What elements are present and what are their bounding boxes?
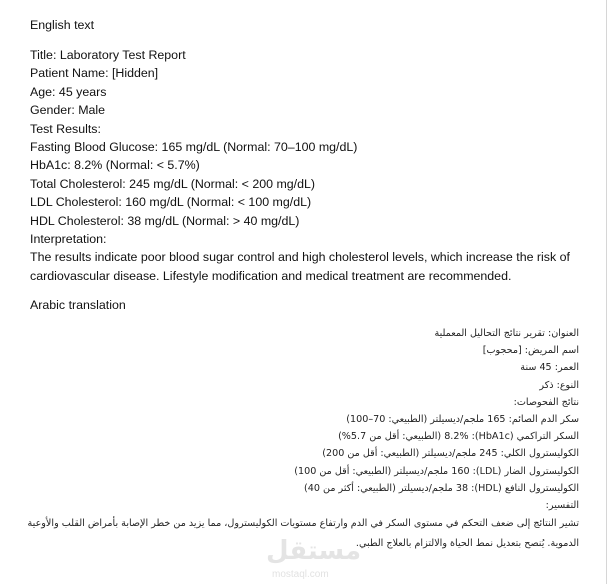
- arabic-interpretation-heading: التفسير:: [545, 500, 579, 512]
- english-title: Title: Laboratory Test Report: [30, 48, 186, 62]
- english-patient-name: Patient Name: [Hidden]: [30, 66, 159, 81]
- arabic-title: العنوان: تقرير نتائج التحاليل المعملية: [434, 328, 579, 339]
- arabic-age: العمر: 45 سنة: [520, 362, 579, 374]
- arabic-report: [19, 325, 579, 554]
- english-result-glucose: Fasting Blood Glucose: 165 mg/dL (Normal: 70–100 mg/dL): [30, 140, 358, 155]
- arabic-result-glucose: سكر الدم الصائم: 165 ملجم/ديسيلتر (الطبيعي: 70–100): [346, 414, 579, 426]
- english-result-total-cholesterol: Total Cholesterol: 245 mg/dL (Normal: < 200 mg/dL): [30, 176, 316, 191]
- arabic-result-hba1c: السكر التراكمي (HbA1c): 8.2% (الطبيعي: أقل من 5.7%): [338, 431, 579, 443]
- english-interpretation: The results indicate poor blood sugar control and high cholesterol levels, which increase the risk of cardiovascular disease. Lifestyle modification and medical treatment are recommended.: [30, 250, 570, 283]
- arabic-results-heading: نتائج الفحوصات:: [513, 396, 579, 408]
- arabic-result-total-cholesterol: الكوليسترول الكلي: 245 ملجم/ديسيلتر (الطبيعي: أقل من 200): [322, 448, 579, 460]
- arabic-gender: النوع: ذكر: [539, 379, 579, 391]
- english-interpretation-heading: Interpretation:: [30, 232, 107, 247]
- arabic-result-hdl: الكوليسترول النافع (HDL): 38 ملجم/ديسيلتر (الطبيعي: أكثر من 40): [304, 482, 579, 494]
- arabic-interpretation: تشير النتائج إلى ضعف التحكم في مستوى السكر في الدم وارتفاع مستويات الكوليسترول، مما يزيد من خطر الإصابة بأمراض القلب والأوعية الدموية. يُنصح بتعديل نمط الحياة والالتزام بالعلاج الطبي.: [27, 518, 579, 550]
- english-gender: Gender: Male: [30, 103, 106, 118]
- english-result-ldl: LDL Cholesterol: 160 mg/dL (Normal: < 100 mg/dL): [30, 195, 312, 210]
- mostaql-watermark: [262, 536, 362, 582]
- arabic-result-ldl: الكوليسترول الضار (LDL): 160 ملجم/ديسيلتر (الطبيعي: أقل من 100): [294, 465, 579, 477]
- watermark-text: mostaql.com: [272, 569, 329, 580]
- english-report: [30, 46, 590, 285]
- english-age: Age: 45 years: [30, 84, 107, 99]
- arabic-patient-name: اسم المريض: [محجوب]: [482, 345, 579, 357]
- arabic-heading: Arabic translation: [30, 298, 126, 312]
- page-edge-divider: [606, 0, 607, 584]
- english-heading: English text: [30, 18, 95, 32]
- english-result-hdl: HDL Cholesterol: 38 mg/dL (Normal: > 40 mg/dL): [30, 213, 300, 228]
- watermark-logo: مستقل: [266, 536, 362, 566]
- english-results-heading: Test Results:: [30, 121, 101, 136]
- english-result-hba1c: HbA1c: 8.2% (Normal: < 5.7%): [30, 158, 200, 173]
